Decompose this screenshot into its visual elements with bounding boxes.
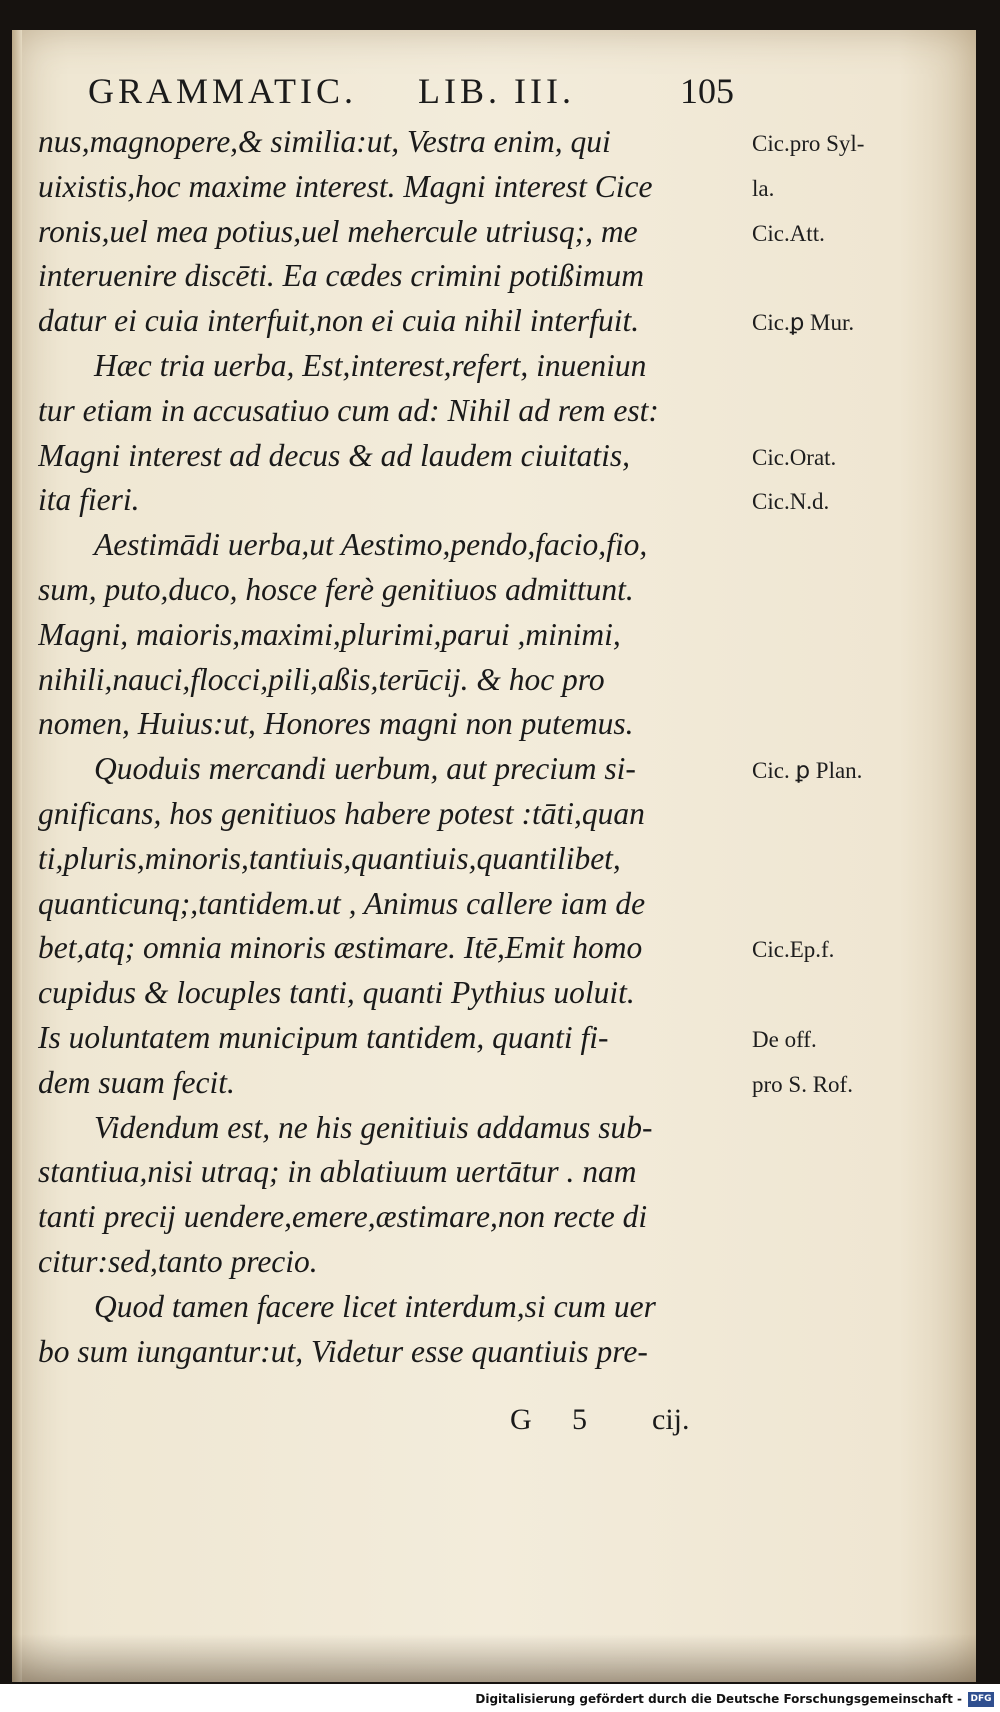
page-gutter-edge xyxy=(12,30,22,1682)
text-line: cupidus & locuples tanti, quanti Pythius uoluit. xyxy=(38,975,635,1011)
marginal-note: Cic. ꝑ Plan. xyxy=(752,758,863,784)
catchword: cij. xyxy=(652,1403,690,1436)
text-line: ronis,uel mea potius,uel mehercule utriusq;, me xyxy=(38,213,638,249)
main-text-block xyxy=(38,120,738,1374)
text-line: Aestimādi uerba,ut Aestimo,pendo,facio,fio, xyxy=(94,527,648,563)
text-line: ita fieri. xyxy=(38,482,140,518)
text-line: Videndum est, ne his genitiuis addamus sub- xyxy=(94,1109,653,1145)
text-line: Hæc tria uerba, Est,interest,refert, inueniun xyxy=(94,347,647,383)
running-head-title: GRAMMATIC. xyxy=(88,71,358,111)
marginal-note: Cic.pro Syl- xyxy=(752,131,865,156)
text-line: dem suam fecit. xyxy=(38,1064,235,1100)
text-line: nus,magnopere,& similia:ut, Vestra enim, qui xyxy=(38,124,611,159)
running-head-book: LIB. III. xyxy=(418,71,575,111)
footer-bar xyxy=(0,1684,1000,1712)
text-line: Quoduis mercandi uerbum, aut precium si- xyxy=(94,751,636,787)
footer-credit: Digitalisierung gefördert durch die Deutsche Forschungsgemeinschaft - xyxy=(475,1692,962,1706)
text-line: bet,atq; omnia minoris æstimare. Itē,Emit homo xyxy=(38,930,643,966)
text-line: Magni, maioris,maximi,plurimi,parui ,minimi, xyxy=(38,616,621,652)
marginal-note: De off. xyxy=(752,1027,817,1052)
dfg-logo-icon: DFG xyxy=(968,1692,994,1707)
text-line: Is uoluntatem municipum tantidem, quanti fi- xyxy=(38,1019,609,1055)
signature-mark: G xyxy=(510,1403,532,1436)
text-line: interuenire discēti. Ea cædes crimini potißimum xyxy=(38,258,644,294)
text-line: ti,pluris,minoris,tantiuis,quantiuis,quantilibet, xyxy=(38,840,621,876)
text-line: nihili,nauci,flocci,pili,aßis,terūcij. & hoc pro xyxy=(38,661,605,697)
text-line: sum, puto,duco, hosce ferè genitiuos admittunt. xyxy=(38,571,634,607)
marginal-note: Cic.Orat. xyxy=(752,444,837,470)
text-line: uixistis,hoc maxime interest. Magni interest Cice xyxy=(38,168,653,204)
marginal-note: la. xyxy=(752,175,775,201)
text-line: Quod tamen facere licet interdum,si cum uer xyxy=(94,1288,656,1324)
text-line: Magni interest ad decus & ad laudem ciuitatis, xyxy=(38,437,631,473)
text-line: tanti precij uendere,emere,æstimare,non recte di xyxy=(38,1199,648,1235)
text-line: stantiua,nisi utraq; in ablatiuum uertātur . nam xyxy=(38,1154,637,1190)
text-line: tur etiam in accusatiuo cum ad: Nihil ad rem est: xyxy=(38,392,659,428)
page-bottom-shadow xyxy=(12,1634,976,1682)
text-line: gnificans, hos genitiuos habere potest :tāti,quan xyxy=(38,795,645,831)
marginal-note: Cic.N.d. xyxy=(752,489,830,515)
text-line: citur:sed,tanto precio. xyxy=(38,1243,318,1279)
marginal-note: Cic.ꝑ Mur. xyxy=(752,310,855,336)
marginal-note: pro S. Rof. xyxy=(752,1071,853,1097)
text-line: nomen, Huius:ut, Honores magni non putemus. xyxy=(38,706,634,742)
text-line: datur ei cuia interfuit,non ei cuia nihil interfuit. xyxy=(38,303,640,339)
signature-number: 5 xyxy=(572,1403,587,1436)
text-line: bo sum iungantur:ut, Videtur esse quantiuis pre- xyxy=(38,1333,648,1369)
marginal-note: Cic.Ep.f. xyxy=(752,937,835,963)
page-number: 105 xyxy=(680,71,734,111)
marginal-note: Cic.Att. xyxy=(752,220,825,246)
text-line: quanticunq;,tantidem.ut , Animus callere iam de xyxy=(38,885,646,921)
